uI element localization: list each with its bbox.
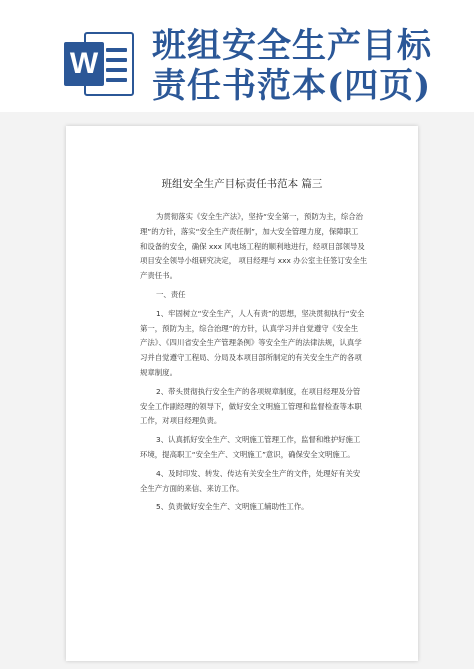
page-title-line-2: 责任书范本(四页) — [152, 66, 432, 106]
page-title-line-1: 班组安全生产目标 — [152, 26, 432, 66]
paragraph-line: 和设备的安全，确保 xxx 风电场工程的顺利地进行，经项目部领导及 — [140, 241, 365, 251]
paragraph-line: 全生产方面的来信、来访工作。 — [140, 483, 244, 493]
document-preview-area — [0, 112, 474, 669]
paragraph-line: 习并自觉遵守工程局、分局及本项目部所制定的有关安全生产的各项 — [140, 353, 362, 363]
paragraph-line: 4、及时印发、转发、传达有关安全生产的文件，处理好有关安 — [156, 468, 361, 478]
paragraph-line: 产法》、《四川省安全生产管理条例》等安全生产的法律法规，认真学 — [140, 338, 362, 348]
paragraph-line: 项目安全领导小组研究决定， 项目经理与 xxx 办公室主任签订安全生 — [140, 256, 368, 266]
paragraph-line: 环境，提高职工“安全生产、文明施工”意识，确保安全文明施工。 — [140, 449, 355, 459]
document-page — [66, 126, 418, 661]
paragraph-line: 安全工作副经理的领导下，做好安全文明施工管理和监督检查等本职 — [140, 401, 362, 411]
word-document-icon — [56, 30, 136, 98]
paragraph-line: 工作，对项目经理负责。 — [140, 416, 222, 426]
word-badge: W — [64, 42, 104, 86]
paragraph-line: 2、带头贯彻执行安全生产的各项规章制度，在项目经理及分管 — [156, 386, 361, 396]
paragraph-line: 第一，预防为主，综合治理”的方针，认真学习并自觉遵守《安全生 — [140, 323, 359, 333]
document-body — [140, 210, 368, 515]
paragraph-line: 理”的方针，落实“安全生产责任制”，加大安全管理力度，保障职工 — [140, 226, 359, 236]
section-heading: 一、责任 — [156, 289, 186, 299]
paragraph-line: 规章制度。 — [140, 367, 177, 377]
document-title: 班组安全生产目标责任书范本 篇三 — [161, 178, 323, 190]
paragraph-line: 为贯彻落实《安全生产法》，坚持“安全第一，预防为主，综合治 — [156, 212, 364, 221]
paragraph-line: 1、牢固树立“安全生产，人人有责”的思想，坚决贯彻执行“安全 — [156, 308, 365, 318]
paragraph-line: 产责任书。 — [140, 271, 177, 281]
header — [0, 0, 474, 112]
paragraph-line: 5、负责做好安全生产、文明施工辅助性工作。 — [156, 502, 309, 512]
page-title — [152, 26, 462, 106]
paragraph-line: 3、认真抓好安全生产、文明施工管理工作，监督和维护好施工 — [156, 435, 361, 445]
